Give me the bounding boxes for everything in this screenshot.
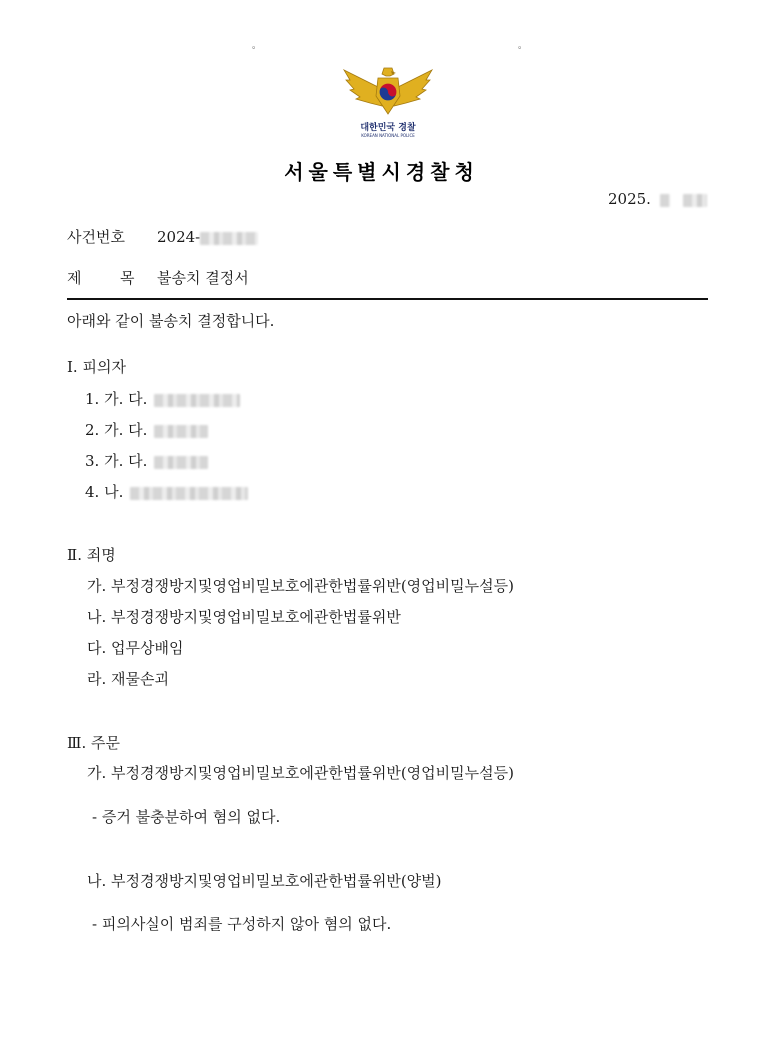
charge-item: 라. 재물손괴 [87,670,169,688]
disposition-item-b: 나. 부정경쟁방지및영업비밀보호에관한법률위반(양벌) [87,872,442,890]
subject-label-1: 제 [67,269,82,287]
redacted-case-number [200,232,258,245]
suspect-label: 1. 가. 다. [85,390,148,408]
suspect-label: 3. 가. 다. [85,452,148,470]
disposition-detail-a: - 증거 불충분하여 혐의 없다. [92,808,281,826]
redacted-month [660,194,670,207]
logo-korean-text: 대한민국 경찰 [360,123,416,133]
eagle-emblem-icon [338,62,438,120]
section3-title: Ⅲ. 주문 [67,734,120,752]
case-number-label: 사건번호 [67,228,125,246]
disposition-detail-b: - 피의사실이 범죄를 구성하지 않아 혐의 없다. [92,915,392,933]
police-logo [338,62,438,152]
case-number-value [157,227,258,247]
section2-title: Ⅱ. 죄명 [67,546,116,564]
subject-label-2: 목 [120,269,135,287]
redacted-name [154,394,240,407]
intro-text: 아래와 같이 불송치 결정합니다. [67,312,275,330]
mark-left: 。 [252,41,262,51]
suspect-item [85,389,240,409]
header-divider [67,298,708,300]
suspect-item [85,482,248,502]
disposition-item-a: 가. 부정경쟁방지및영업비밀보호에관한법률위반(영업비밀누설등) [87,764,514,782]
redacted-name [154,425,208,438]
suspect-item [85,451,208,471]
case-number-prefix: 2024- [157,228,201,246]
charge-item: 가. 부정경쟁방지및영업비밀보호에관한법률위반(영업비밀누설등) [87,577,514,595]
suspect-label: 4. 나. [85,483,124,501]
subject-value: 불송치 결정서 [157,269,249,287]
agency-title: 서울특별시경찰청 [284,160,479,184]
charge-item: 다. 업무상배임 [87,639,184,657]
redacted-company [130,487,248,500]
charge-item: 나. 부정경쟁방지및영업비밀보호에관한법률위반 [87,608,401,626]
suspect-label: 2. 가. 다. [85,421,148,439]
document-date [608,189,707,209]
redacted-name [154,456,208,469]
redacted-day [683,194,707,207]
case-number-row [67,227,125,247]
suspect-item [85,420,208,440]
logo-english-text: KOREAN NATIONAL POLICE [361,133,415,138]
section1-title: Ⅰ. 피의자 [67,358,126,376]
date-year: 2025. [608,190,651,208]
mark-right: 。 [518,41,528,51]
